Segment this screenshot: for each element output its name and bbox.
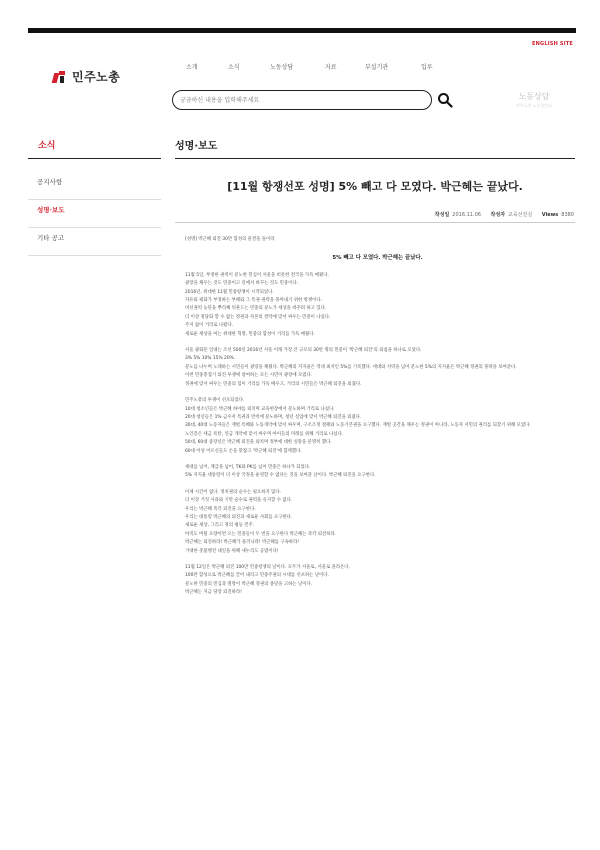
paragraph-gap	[185, 389, 570, 397]
body-line: 세대를 넘어, 계급을 넘어, TK와 PK를 넘어 민중은 하나가 되었다.	[185, 464, 311, 470]
sidebar-item-statements[interactable]: 성명·보도	[28, 200, 161, 228]
views-label: Views	[541, 212, 559, 218]
body-line: 5% 지지율 대통령이 더 이상 국정을 운영할 수 없다는 것을 보여준 날이다. 박근혜 퇴진을 요구한다.	[185, 473, 376, 479]
paragraph-gap	[185, 339, 570, 347]
nav-item-about[interactable]: 소개	[186, 64, 198, 71]
logo-text: 민주노총	[72, 70, 121, 84]
body-line: 민주노총의 투쟁이 선포되었다.	[185, 398, 245, 404]
article-heading: 5% 빼고 다 모였다. 박근혜는 끝났다.	[332, 255, 423, 262]
body-line: 새로운 세상을 여는 위대한 혁명, 민중의 함성이 거리를 가득 메웠다.	[185, 331, 315, 337]
search-box[interactable]	[172, 90, 432, 110]
body-line: 광장을 채우는 것도 민중이고 길에서 바꾸는 것도 민중이다.	[185, 281, 298, 287]
labor-counsel-link[interactable]	[516, 91, 552, 109]
divider	[28, 158, 161, 159]
body-line: 3% 5% 10% 15% 20%.	[185, 356, 236, 362]
body-line: 10대 청소년들은 박근혜 하야를 외치며 교육현장에서 분노하며 거리로 나섰다.	[185, 406, 335, 412]
divider	[175, 222, 575, 223]
main-nav	[0, 62, 600, 72]
top-bar	[28, 28, 576, 33]
body-line: 우리는 박근혜 즉각 퇴진을 요구한다.	[185, 506, 256, 512]
body-line: 20대 청년들은 1% 금수저 특권과 반칙에 분노하며, 청년 실업에 맞서 박근혜 퇴진을 외쳤다.	[185, 414, 362, 420]
body-line: 50대, 60대 중장년은 박근혜 퇴진을 외치며 정부에 대한 실망을 분명히 했다.	[185, 440, 332, 446]
body-line: 분노한 민중의 민심과 열망이 박근혜 정권의 종말을 고하는 날이다.	[185, 581, 313, 587]
paragraph-gap	[185, 556, 570, 564]
english-site-link[interactable]: ENGLISH SITE	[532, 41, 573, 47]
body-line: 우리는 대통령 박근혜의 퇴진과 새로운 사회를 요구한다.	[185, 514, 293, 520]
post-author: 교육선전실	[508, 212, 533, 218]
body-line: 아직도 버틸 요량이면 오는 민중들이 두 번을 요구한다 박근혜는 즉각 퇴진하라.	[185, 531, 337, 537]
date-label: 작성일	[434, 212, 450, 218]
body-line: 서울 광화문 일대는 조선 500년 2016년 서울 이래 가장 큰 규모의 30만 명의 민중이 '박근혜 퇴진'의 외침을 하나로 모았다.	[185, 348, 422, 354]
sidebar-menu	[28, 172, 161, 256]
article-body	[185, 236, 570, 598]
body-line: 노인층은 세금 폭탄, 연금 개악에 맞서 싸우며 아이들의 미래를 위해 거리로 나섰다.	[185, 431, 344, 437]
body-line: 이번 민중총궐기 퇴진 투쟁에 참여하는 모든 시민이 광장에 모였다.	[185, 373, 313, 379]
body-line: 새로운 세상, 그리고 정의 평등 민주.	[185, 523, 255, 529]
view-count: 8380	[561, 212, 574, 218]
nav-item-labor-counsel[interactable]: 노동상담	[270, 64, 294, 71]
labor-counsel-sub: 민주노총 노동상담소	[516, 103, 553, 108]
body-line: 박근혜는 퇴진하라! 박근혜가 물러나라! 박근혜를 구속하라!	[185, 540, 300, 546]
article-paragraphs	[185, 272, 570, 598]
body-line: 이제 시간이 없다. 정치권의 술수는 필요하지 않다.	[185, 489, 281, 495]
search-input[interactable]	[180, 96, 420, 105]
body-line: 주저 없이 거리로 나왔다.	[185, 323, 233, 329]
nav-item-affiliates[interactable]: 부설기관	[365, 64, 389, 71]
body-line: 2016년, 위대한 11월 민중항쟁이 시작되었다.	[185, 289, 274, 295]
search-icon[interactable]	[437, 92, 453, 108]
body-line: 11월 5일, 부정한 권력이 분노한 민심이 서울을 비롯한 전국을 가득 메웠다.	[185, 272, 329, 278]
body-line: 11월 12일은 박근혜 퇴진 100만 민중항쟁의 날이다. 모두가 서울로, 서울로 올라온다.	[185, 565, 350, 570]
body-line: 비선권력 농단을 뿌리째 뒤흔드는 민중의 분노가 세상을 바꾸려 하고 있다.	[185, 306, 327, 312]
body-line: 더 이상 정당화 할 수 없는 정권과 자본의 결탁에 맞서 싸우는 민중이 나섰다.	[185, 314, 331, 320]
sidebar-title: 소식	[38, 141, 56, 151]
nav-item-join[interactable]: 입루	[421, 64, 433, 71]
paragraph-gap	[185, 456, 570, 464]
article-intro: [성명] 박근혜 퇴진 30만 함성의 물결을 돌이라	[185, 237, 275, 242]
sidebar-item-other-notices[interactable]: 기타 공고	[28, 228, 161, 256]
body-line: 60대 이상 어르신들도 손을 맞잡고 '박근혜 퇴진'에 함께했다.	[185, 448, 302, 454]
body-line: 100만 함성으로 박근혜를 끌어 내리고 민중주권의 시대를 선포하는 날이다.	[185, 573, 329, 579]
article-title: [11월 항쟁선포 성명] 5% 빼고 다 모였다. 박근혜는 끝났다.	[227, 180, 523, 193]
sidebar-item-notices[interactable]: 공지사항	[28, 172, 161, 200]
paragraph-gap	[185, 481, 570, 489]
body-line: 분노를 나누며 노래하는 시민들이 광장을 채웠다. 박근혜의 지지율은 역대 최저인 5%를 기록했다. 세대와 지역을 넘어 분노한 5%의 지지율은 박근혜 정권의 몰락을 보여준다.	[185, 364, 517, 370]
body-line: 30대, 40대 노동자들은 재벌 특혜와 노동개악에 맞서 싸우며, 구조조정 철폐와 노동기본권을 요구했다. 재벌 곳간을 채우는 정권이 아니라, 노동자 서민의 권리를 되찾기 위해 모였다.	[185, 423, 531, 429]
labor-counsel-label: 노동상담	[518, 92, 550, 101]
body-line: 더 이상 거짓 사과와 기만 술수로 권력을 유지할 수 없다.	[185, 498, 293, 504]
author-label: 작성자	[490, 212, 506, 218]
article-meta	[427, 211, 574, 218]
logo-icon	[53, 71, 69, 83]
body-line: 정권에 맞서 싸우는 민중의 힘이 거리를 가득 메우고, 거리의 시민들은 박근혜 퇴진을 외쳤다.	[185, 381, 362, 387]
body-line: 자유와 평화가 부정하는 부패와 그 특권 권력을 몰아내기 위한 항쟁이다.	[185, 298, 322, 304]
section-title: 성명·보도	[175, 141, 218, 152]
divider	[175, 158, 575, 159]
nav-item-resources[interactable]: 자료	[325, 64, 337, 71]
nav-item-news[interactable]: 소식	[228, 64, 240, 71]
body-line: 박근혜는 지금 당장 퇴진하라!	[185, 590, 242, 596]
body-line: 거대한 촛불행진 내일을 위해 새누리도 공범이다!	[185, 548, 279, 554]
post-date: 2016.11.06	[452, 212, 481, 218]
